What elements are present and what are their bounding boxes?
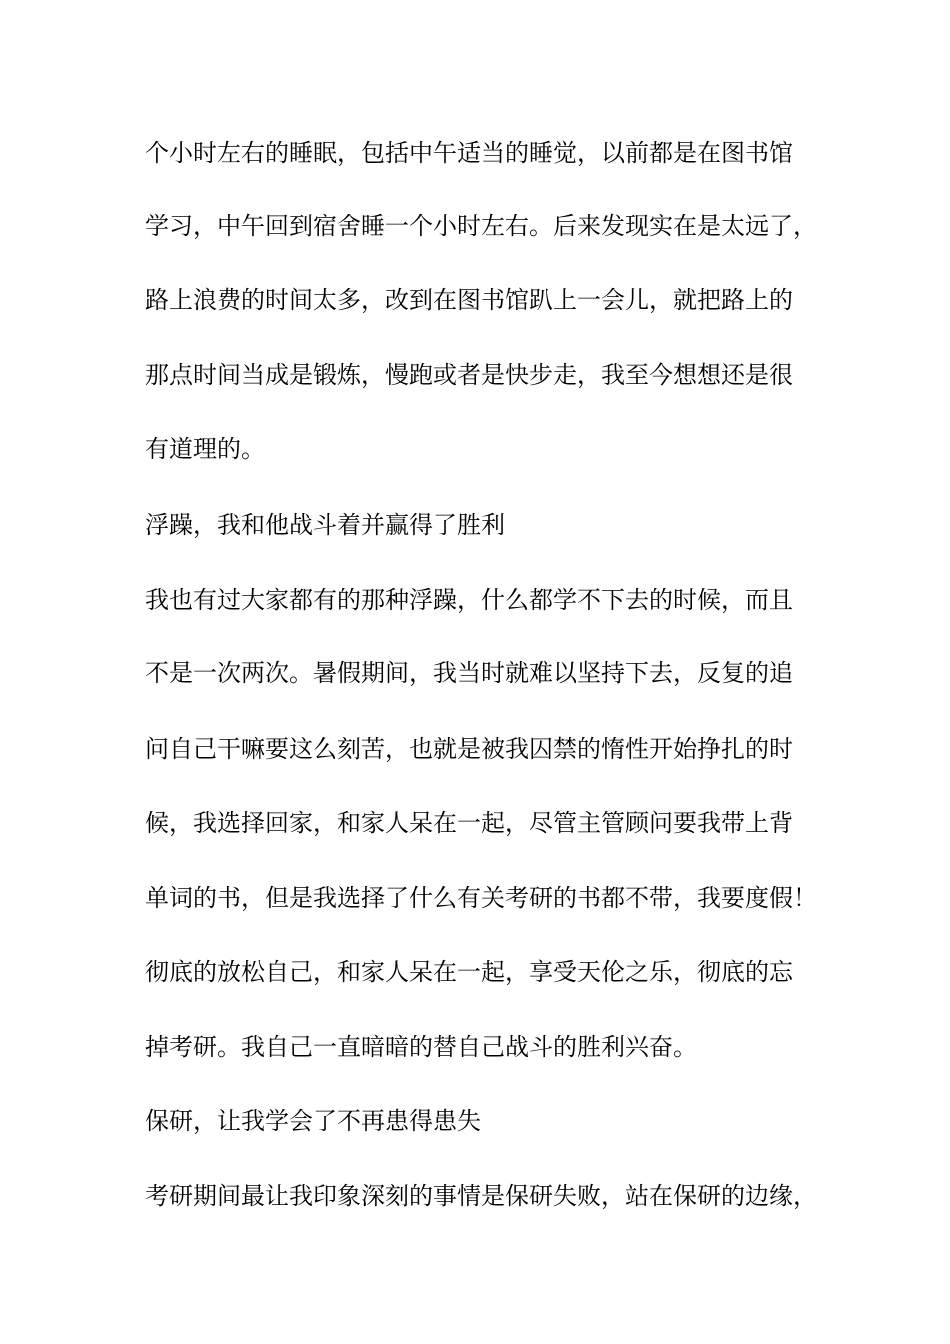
paragraph-line-10: 单词的书，但是我选择了什么有关考研的书都不带，我要度假！ [145,884,817,912]
paragraph-line-5: 有道理的。 [145,435,265,463]
paragraph-line-13: 考研期间最让我印象深刻的事情是保研失败，站在保研的边缘， [145,1182,817,1210]
paragraph-line-2: 学习，中午回到宿舍睡一个小时左右。后来发现实在是太远了， [145,212,817,240]
paragraph-line-8: 问自己干嘛要这么刻苦，也就是被我囚禁的惰性开始挣扎的时 [145,735,793,763]
paragraph-line-9: 候，我选择回家，和家人呆在一起，尽管主管顾问要我带上背 [145,809,793,837]
section-heading-2: 保研，让我学会了不再患得患失 [145,1107,481,1135]
paragraph-line-3: 路上浪费的时间太多，改到在图书馆趴上一会儿，就把路上的 [145,286,793,314]
paragraph-line-4: 那点时间当成是锻炼，慢跑或者是快步走，我至今想想还是很 [145,361,793,389]
paragraph-line-12: 掉考研。我自己一直暗暗的替自己战斗的胜利兴奋。 [145,1033,697,1061]
paragraph-line-6: 我也有过大家都有的那种浮躁，什么都学不下去的时候，而且 [145,586,793,614]
paragraph-line-7: 不是一次两次。暑假期间，我当时就难以坚持下去，反复的追 [145,659,793,687]
section-heading-1: 浮躁，我和他战斗着并赢得了胜利 [145,511,505,539]
paragraph-line-11: 彻底的放松自己，和家人呆在一起，享受天伦之乐，彻底的忘 [145,958,793,986]
paragraph-line-1: 个小时左右的睡眠，包括中午适当的睡觉，以前都是在图书馆 [145,139,793,167]
